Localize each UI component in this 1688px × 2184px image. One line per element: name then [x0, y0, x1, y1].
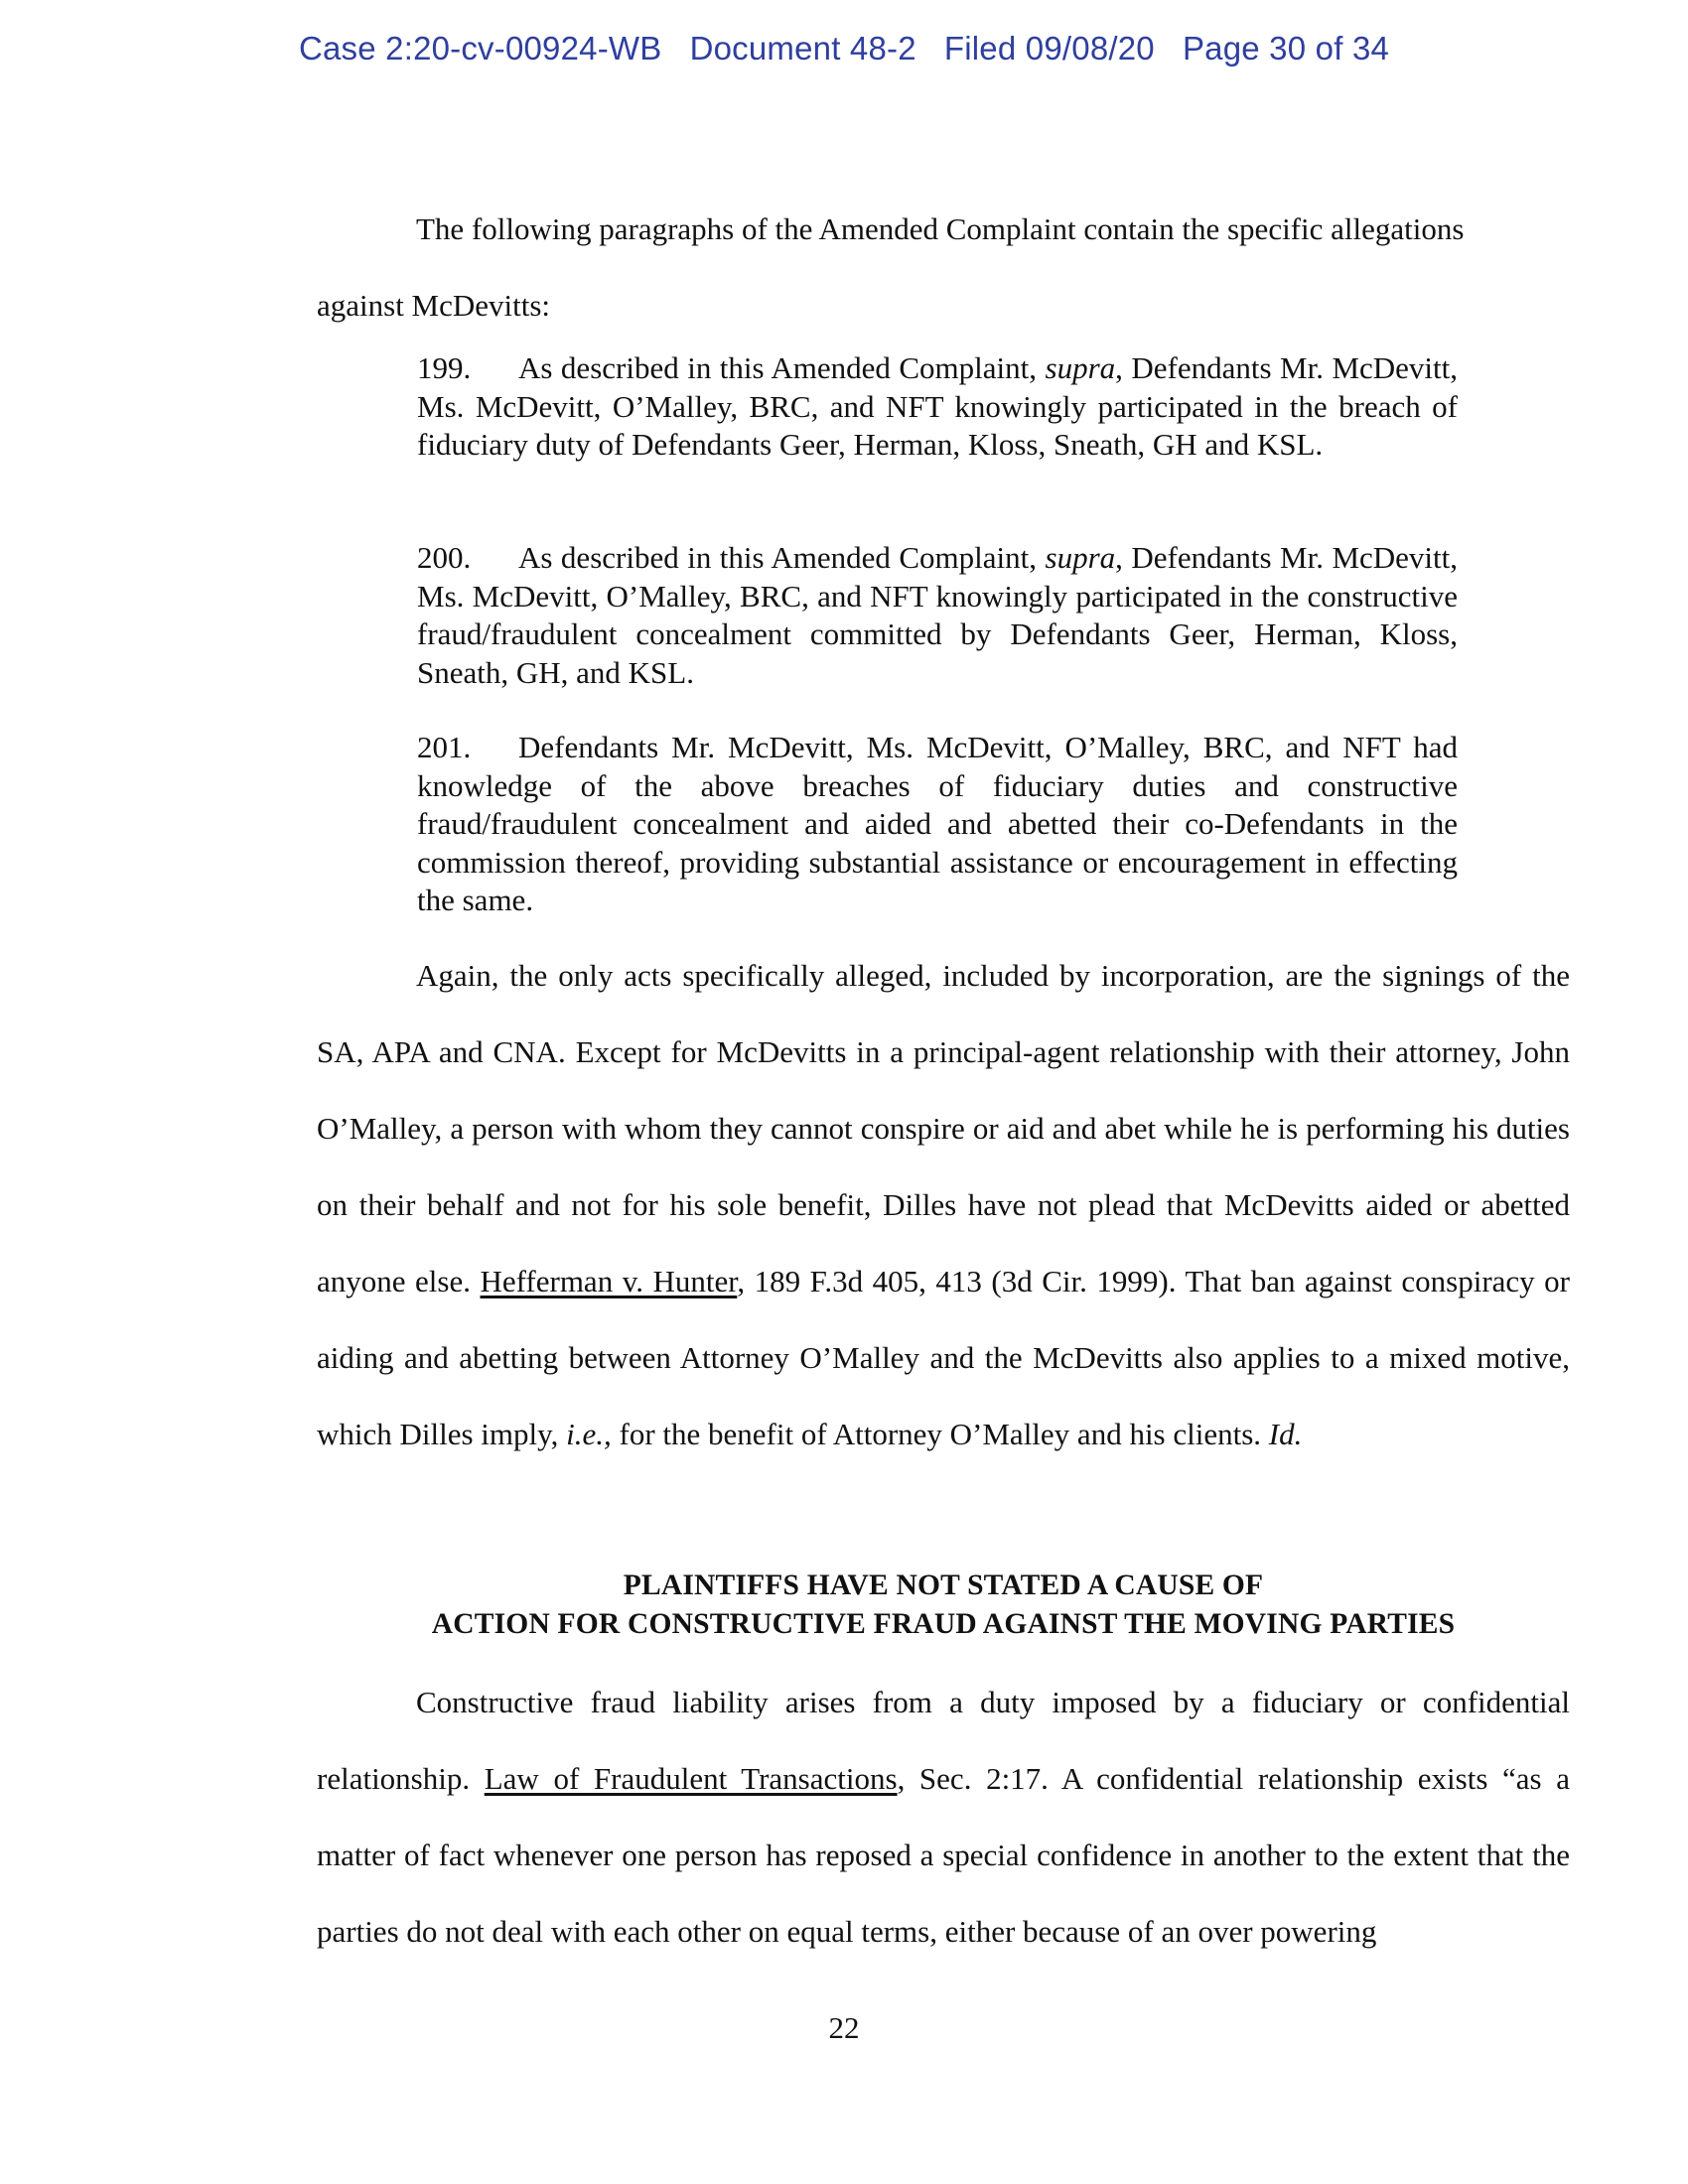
intro-line-2: against McDevitts: — [317, 288, 551, 323]
body-text: Constructive fraud liability arises from a duty imposed by a fiduciary or confidential relationship. — [317, 1685, 1570, 1796]
page-number: 22 — [828, 2010, 860, 2045]
paragraph-text: As described in this Amended Complaint, — [518, 540, 1038, 575]
paragraph-201 — [417, 729, 1458, 920]
case-header: Case 2:20-cv-00924-WB Document 48-2 Filed 09/08/20 Page 30 of 34 — [298, 30, 1390, 67]
paragraph-text: , Defendants Mr. McDevitt, Ms. McDevitt, O’Malley, BRC, and NFT knowingly participated in the breach of fiduciary duty of Defendants Geer, Herman, Kloss, Sneath, GH and KSL. — [417, 350, 1459, 462]
paragraph-text: , Defendants Mr. McDevitt, Ms. McDevitt, O’Malley, BRC, and NFT knowingly participated in the constructive fraud/fraudulent concealment committed by Defendants Geer, Herman, Kloss, Sneath, GH, and KSL. — [417, 540, 1459, 690]
again-paragraph — [317, 937, 1570, 1472]
body-text: , Sec. 2:17. A confidential relationship exists “as a matter of fact whenever one person has reposed a special confidence in another to the extent that the parties do not deal with each other on equal terms, either because of an over powering — [317, 1761, 1570, 1949]
paragraph-number: 200. — [417, 540, 472, 575]
paragraph-text: Defendants Mr. McDevitt, Ms. McDevitt, O’Malley, BRC, and NFT had knowledge of the above breaches of fiduciary duties and constructive fraud/fraudulent concealment and aided and abetted their co-Defendants in the commission thereof, providing substantial assistance or encouragement in effecting the same. — [417, 730, 1458, 917]
body-text: , 189 F.3d 405, 413 (3d Cir. 1999). That ban against conspiracy or aiding and abetting between Attorney O’Malley and the McDevitts also applies to a mixed motive, which Dilles imply, — [317, 1264, 1570, 1451]
source-citation: Law of Fraudulent Transactions — [484, 1761, 898, 1796]
paragraph-text: As described in this Amended Complaint, — [518, 350, 1038, 385]
italic-term: supra — [1045, 540, 1116, 575]
body-text: Again, the only acts specifically alleged, included by incorporation, are the signings of the SA, APA and CNA. Except for McDevitts in a principal-agent relationship with their attorney, John O’Malley, a person with whom they cannot conspire or aid and abet while he is performing his duties on their behalf and not for his sole benefit, Dilles have not plead that McDevitts aided or abetted anyone else. — [317, 958, 1570, 1298]
constructive-fraud-paragraph — [317, 1664, 1570, 1970]
paragraph-199 — [417, 349, 1458, 465]
italic-citation: Id. — [1268, 1417, 1303, 1451]
heading-line-1: PLAINTIFFS HAVE NOT STATED A CAUSE OF — [623, 1570, 1264, 1601]
paragraph-200 — [417, 539, 1458, 692]
case-citation: Hefferman v. Hunter — [480, 1264, 738, 1298]
intro-line-1: The following paragraphs of the Amended Complaint contain the specific allegations — [416, 211, 1465, 246]
body-text: for the benefit of Attorney O’Malley and his clients. — [611, 1417, 1269, 1451]
paragraph-number: 201. — [417, 730, 472, 764]
italic-term: supra — [1045, 350, 1116, 385]
italic-term: i.e., — [566, 1417, 612, 1451]
paragraph-number: 199. — [417, 350, 472, 385]
heading-line-2: ACTION FOR CONSTRUCTIVE FRAUD AGAINST THE MOVING PARTIES — [431, 1608, 1456, 1640]
section-heading — [317, 1567, 1570, 1644]
